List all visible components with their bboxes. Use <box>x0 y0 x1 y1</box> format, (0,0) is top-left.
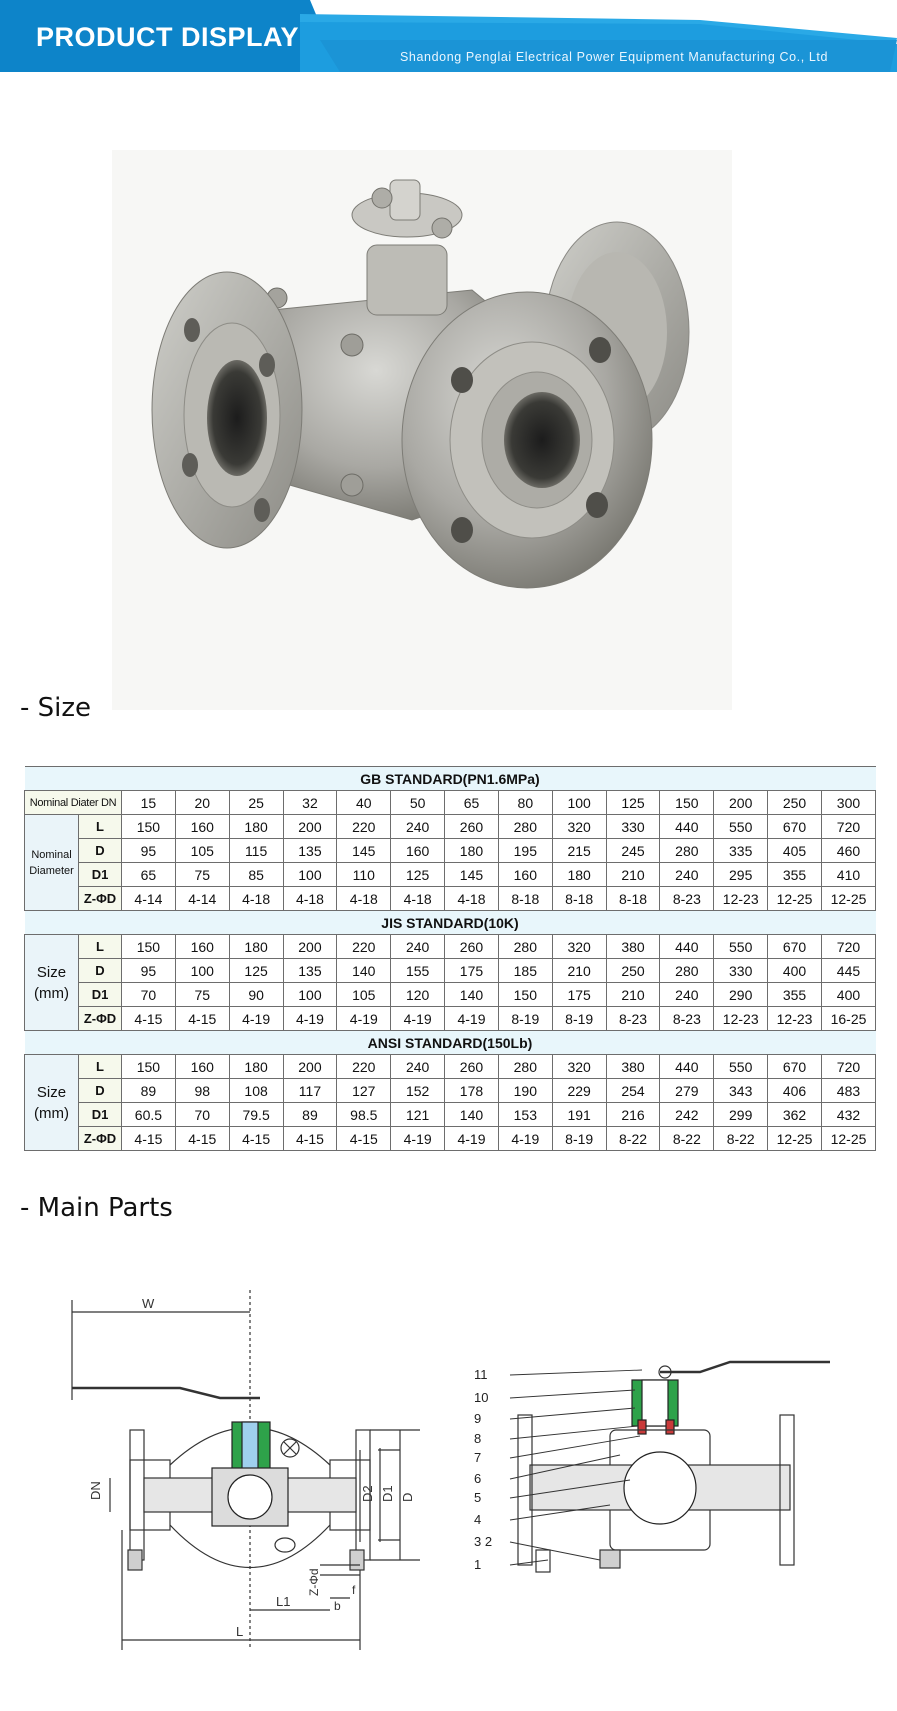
table-cell: 175 <box>552 983 606 1007</box>
table-cell: 260 <box>445 1055 499 1079</box>
part-number-label: 6 <box>474 1471 482 1486</box>
table-cell: 406 <box>768 1079 822 1103</box>
table-cell: 280 <box>498 1055 552 1079</box>
dn-value: 150 <box>660 791 714 815</box>
table-cell: 16-25 <box>821 1007 875 1031</box>
table-cell: 720 <box>821 815 875 839</box>
table-cell: 70 <box>122 983 176 1007</box>
table-cell: 250 <box>606 959 660 983</box>
table-cell: 12-25 <box>821 1127 875 1151</box>
table-cell: 720 <box>821 935 875 959</box>
table-cell: 150 <box>122 935 176 959</box>
table-cell: 100 <box>283 863 337 887</box>
table-cell: 4-18 <box>229 887 283 911</box>
label-d2: D2 <box>360 1485 375 1502</box>
table-cell: 12-23 <box>714 1007 768 1031</box>
table-cell: 79.5 <box>229 1103 283 1127</box>
table-cell: 4-19 <box>445 1007 499 1031</box>
param-label: Z-ΦD <box>79 1127 122 1151</box>
table-cell: 105 <box>175 839 229 863</box>
table-row <box>25 935 876 959</box>
table-cell: 242 <box>660 1103 714 1127</box>
table-cell: 8-23 <box>606 1007 660 1031</box>
table-cell: 330 <box>606 815 660 839</box>
table-cell: 400 <box>821 983 875 1007</box>
part-number-label: 8 <box>474 1431 482 1446</box>
table-cell: 140 <box>445 1103 499 1127</box>
table-cell: 335 <box>714 839 768 863</box>
table-cell: 550 <box>714 815 768 839</box>
table-cell: 95 <box>122 959 176 983</box>
table-cell: 362 <box>768 1103 822 1127</box>
dn-value: 100 <box>552 791 606 815</box>
param-label: D1 <box>79 983 122 1007</box>
table-cell: 4-14 <box>122 887 176 911</box>
table-cell: 145 <box>337 839 391 863</box>
table-cell: 140 <box>445 983 499 1007</box>
table-row <box>25 983 876 1007</box>
table-row <box>25 1103 876 1127</box>
param-label: L <box>79 935 122 959</box>
standard-title-row <box>25 767 876 791</box>
table-row <box>25 887 876 911</box>
table-cell: 240 <box>391 1055 445 1079</box>
table-cell: 70 <box>175 1103 229 1127</box>
table-cell: 200 <box>283 1055 337 1079</box>
table-cell: 210 <box>606 863 660 887</box>
table-cell: 8-18 <box>498 887 552 911</box>
table-cell: 280 <box>660 959 714 983</box>
company-name: Shandong Penglai Electrical Power Equipment Manufacturing Co., Ltd <box>400 50 829 64</box>
table-cell: 100 <box>283 983 337 1007</box>
table-row <box>25 1007 876 1031</box>
table-cell: 200 <box>283 935 337 959</box>
table-cell: 8-22 <box>606 1127 660 1151</box>
table-cell: 440 <box>660 815 714 839</box>
table-cell: 4-14 <box>175 887 229 911</box>
table-cell: 483 <box>821 1079 875 1103</box>
table-cell: 4-15 <box>122 1127 176 1151</box>
table-cell: 4-19 <box>337 1007 391 1031</box>
table-cell: 279 <box>660 1079 714 1103</box>
table-cell: 216 <box>606 1103 660 1127</box>
table-cell: 152 <box>391 1079 445 1103</box>
table-cell: 280 <box>498 815 552 839</box>
table-cell: 140 <box>337 959 391 983</box>
table-cell: 4-19 <box>391 1127 445 1151</box>
table-cell: 75 <box>175 863 229 887</box>
label-d: D <box>400 1492 415 1502</box>
table-cell: 4-18 <box>445 887 499 911</box>
dn-value: 50 <box>391 791 445 815</box>
table-cell: 400 <box>768 959 822 983</box>
table-cell: 4-19 <box>445 1127 499 1151</box>
table-cell: 8-19 <box>498 1007 552 1031</box>
dn-value: 65 <box>445 791 499 815</box>
table-cell: 160 <box>175 815 229 839</box>
table-cell: 240 <box>660 983 714 1007</box>
table-cell: 4-15 <box>337 1127 391 1151</box>
table-cell: 8-18 <box>552 887 606 911</box>
standard-title: GB STANDARD(PN1.6MPa) <box>25 767 876 791</box>
table-cell: 145 <box>445 863 499 887</box>
table-cell: 4-18 <box>283 887 337 911</box>
dn-value: 25 <box>229 791 283 815</box>
table-cell: 12-23 <box>768 1007 822 1031</box>
label-w: W <box>142 1296 155 1311</box>
table-cell: 121 <box>391 1103 445 1127</box>
table-cell: 75 <box>175 983 229 1007</box>
table-cell: 4-15 <box>229 1127 283 1151</box>
dn-value: 250 <box>768 791 822 815</box>
table-cell: 4-19 <box>229 1007 283 1031</box>
label-zphid: Z-Φd <box>307 1568 321 1596</box>
table-cell: 180 <box>445 839 499 863</box>
standard-title: JIS STANDARD(10K) <box>25 911 876 935</box>
dn-header-row <box>25 791 876 815</box>
table-cell: 4-19 <box>498 1127 552 1151</box>
product-photo <box>112 150 732 710</box>
table-cell: 135 <box>283 839 337 863</box>
table-cell: 160 <box>175 1055 229 1079</box>
label-l: L <box>236 1624 244 1639</box>
param-label: D <box>79 959 122 983</box>
table-cell: 180 <box>229 815 283 839</box>
table-cell: 95 <box>122 839 176 863</box>
dn-value: 32 <box>283 791 337 815</box>
table-cell: 12-25 <box>821 887 875 911</box>
table-cell: 4-18 <box>391 887 445 911</box>
table-cell: 355 <box>768 983 822 1007</box>
param-label: D <box>79 1079 122 1103</box>
table-cell: 195 <box>498 839 552 863</box>
dn-value: 20 <box>175 791 229 815</box>
table-cell: 8-19 <box>552 1127 606 1151</box>
table-row <box>25 863 876 887</box>
table-cell: 343 <box>714 1079 768 1103</box>
table-cell: 185 <box>498 959 552 983</box>
table-cell: 440 <box>660 1055 714 1079</box>
table-cell: 290 <box>714 983 768 1007</box>
table-cell: 330 <box>714 959 768 983</box>
dn-label: Nominal Diater DN <box>25 791 122 815</box>
table-cell: 110 <box>337 863 391 887</box>
size-table <box>24 766 876 1151</box>
table-cell: 12-25 <box>768 1127 822 1151</box>
header-banner <box>0 0 897 72</box>
param-label: D1 <box>79 863 122 887</box>
table-cell: 160 <box>498 863 552 887</box>
table-cell: 12-23 <box>714 887 768 911</box>
table-cell: 160 <box>391 839 445 863</box>
table-cell: 150 <box>122 815 176 839</box>
param-label: L <box>79 1055 122 1079</box>
table-cell: 180 <box>229 935 283 959</box>
table-row <box>25 959 876 983</box>
table-cell: 150 <box>122 1055 176 1079</box>
table-cell: 320 <box>552 815 606 839</box>
table-cell: 440 <box>660 935 714 959</box>
dn-value: 80 <box>498 791 552 815</box>
table-cell: 125 <box>229 959 283 983</box>
table-cell: 190 <box>498 1079 552 1103</box>
table-cell: 90 <box>229 983 283 1007</box>
table-cell: 108 <box>229 1079 283 1103</box>
table-cell: 254 <box>606 1079 660 1103</box>
dn-value: 200 <box>714 791 768 815</box>
size-heading: - Size <box>20 693 92 723</box>
param-label: Z-ΦD <box>79 887 122 911</box>
table-cell: 105 <box>337 983 391 1007</box>
table-cell: 150 <box>498 983 552 1007</box>
table-cell: 240 <box>391 935 445 959</box>
table-cell: 180 <box>552 863 606 887</box>
table-cell: 89 <box>122 1079 176 1103</box>
table-cell: 280 <box>660 839 714 863</box>
table-cell: 8-22 <box>660 1127 714 1151</box>
table-cell: 720 <box>821 1055 875 1079</box>
table-cell: 155 <box>391 959 445 983</box>
standard-title-row <box>25 1031 876 1055</box>
table-cell: 550 <box>714 1055 768 1079</box>
table-cell: 60.5 <box>122 1103 176 1127</box>
label-f: f <box>352 1583 356 1597</box>
param-label: D1 <box>79 1103 122 1127</box>
part-number-label: 11 <box>474 1367 488 1382</box>
table-row <box>25 1055 876 1079</box>
table-cell: 320 <box>552 1055 606 1079</box>
dn-value: 300 <box>821 791 875 815</box>
table-cell: 445 <box>821 959 875 983</box>
table-cell: 191 <box>552 1103 606 1127</box>
table-cell: 8-23 <box>660 1007 714 1031</box>
table-cell: 4-15 <box>122 1007 176 1031</box>
dimension-drawing <box>60 1280 460 1660</box>
table-cell: 240 <box>660 863 714 887</box>
table-cell: 4-19 <box>391 1007 445 1031</box>
standard-title-row <box>25 911 876 935</box>
table-cell: 460 <box>821 839 875 863</box>
table-cell: 8-19 <box>552 1007 606 1031</box>
part-number-label: 9 <box>474 1411 482 1426</box>
table-cell: 320 <box>552 935 606 959</box>
table-cell: 98.5 <box>337 1103 391 1127</box>
table-cell: 160 <box>175 935 229 959</box>
table-cell: 117 <box>283 1079 337 1103</box>
table-cell: 210 <box>552 959 606 983</box>
standard-title: ANSI STANDARD(150Lb) <box>25 1031 876 1055</box>
dn-value: 40 <box>337 791 391 815</box>
table-cell: 65 <box>122 863 176 887</box>
table-cell: 299 <box>714 1103 768 1127</box>
dn-value: 15 <box>122 791 176 815</box>
table-cell: 295 <box>714 863 768 887</box>
table-cell: 8-23 <box>660 887 714 911</box>
table-cell: 229 <box>552 1079 606 1103</box>
table-cell: 220 <box>337 1055 391 1079</box>
table-cell: 4-15 <box>283 1127 337 1151</box>
table-cell: 100 <box>175 959 229 983</box>
table-row <box>25 1079 876 1103</box>
table-cell: 98 <box>175 1079 229 1103</box>
table-cell: 4-15 <box>175 1007 229 1031</box>
row-group-label: Size (mm) <box>25 935 79 1031</box>
table-cell: 4-18 <box>337 887 391 911</box>
table-cell: 200 <box>283 815 337 839</box>
table-cell: 280 <box>498 935 552 959</box>
table-cell: 670 <box>768 815 822 839</box>
table-cell: 240 <box>391 815 445 839</box>
part-number-label: 7 <box>474 1450 482 1465</box>
label-d1: D1 <box>380 1485 395 1502</box>
table-cell: 8-22 <box>714 1127 768 1151</box>
table-cell: 135 <box>283 959 337 983</box>
part-number-label: 10 <box>474 1390 489 1405</box>
param-label: L <box>79 815 122 839</box>
table-cell: 120 <box>391 983 445 1007</box>
table-cell: 4-15 <box>175 1127 229 1151</box>
row-group-label: Nominal Diameter <box>25 815 79 911</box>
table-cell: 180 <box>229 1055 283 1079</box>
table-cell: 670 <box>768 935 822 959</box>
table-cell: 550 <box>714 935 768 959</box>
table-cell: 8-18 <box>606 887 660 911</box>
table-row <box>25 1127 876 1151</box>
table-cell: 405 <box>768 839 822 863</box>
label-dn: DN <box>88 1481 103 1500</box>
table-cell: 432 <box>821 1103 875 1127</box>
part-number-label: 1 <box>474 1557 482 1572</box>
table-cell: 220 <box>337 815 391 839</box>
table-cell: 178 <box>445 1079 499 1103</box>
label-l1: L1 <box>276 1594 291 1609</box>
table-cell: 410 <box>821 863 875 887</box>
table-row <box>25 815 876 839</box>
table-cell: 12-25 <box>768 887 822 911</box>
table-cell: 115 <box>229 839 283 863</box>
table-cell: 85 <box>229 863 283 887</box>
table-cell: 89 <box>283 1103 337 1127</box>
table-cell: 4-19 <box>283 1007 337 1031</box>
param-label: D <box>79 839 122 863</box>
part-number-label: 3 2 <box>474 1534 493 1549</box>
table-cell: 380 <box>606 1055 660 1079</box>
table-cell: 380 <box>606 935 660 959</box>
table-cell: 260 <box>445 935 499 959</box>
table-cell: 125 <box>391 863 445 887</box>
page-title: PRODUCT DISPLAY <box>36 22 300 52</box>
table-cell: 210 <box>606 983 660 1007</box>
table-row <box>25 839 876 863</box>
table-cell: 245 <box>606 839 660 863</box>
main-parts-heading: - Main Parts <box>20 1193 173 1223</box>
table-cell: 220 <box>337 935 391 959</box>
part-number-label: 5 <box>474 1490 482 1505</box>
table-cell: 215 <box>552 839 606 863</box>
param-label: Z-ΦD <box>79 1007 122 1031</box>
table-cell: 175 <box>445 959 499 983</box>
table-cell: 670 <box>768 1055 822 1079</box>
table-cell: 127 <box>337 1079 391 1103</box>
table-cell: 260 <box>445 815 499 839</box>
row-group-label: Size (mm) <box>25 1055 79 1151</box>
table-cell: 355 <box>768 863 822 887</box>
table-cell: 153 <box>498 1103 552 1127</box>
label-b: b <box>334 1599 341 1613</box>
dn-value: 125 <box>606 791 660 815</box>
part-number-label: 4 <box>474 1512 482 1527</box>
parts-drawing <box>470 1280 850 1660</box>
